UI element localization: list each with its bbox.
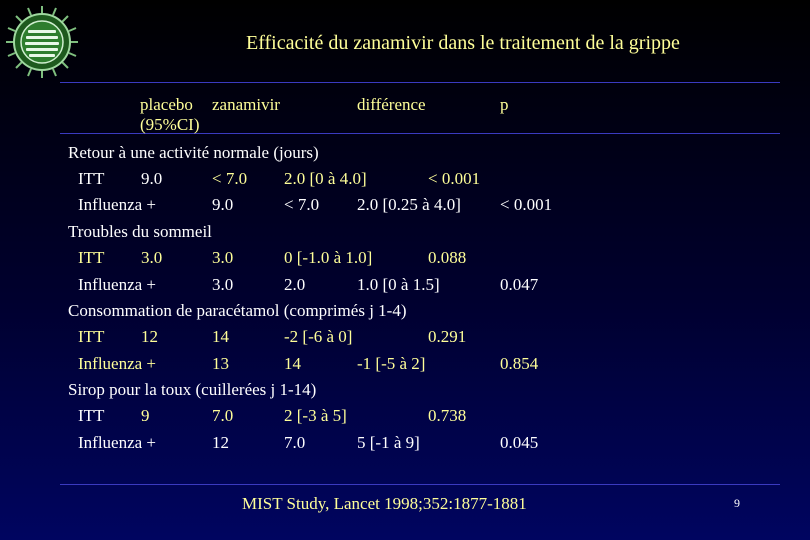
- row-group: Influenza +: [78, 275, 157, 294]
- header-placebo: placebo: [140, 95, 193, 114]
- row-placebo: 12: [212, 433, 229, 452]
- row-p: 0.088: [428, 248, 467, 267]
- header-zanamivir: zanamivir: [212, 95, 280, 114]
- header-p: p: [500, 95, 509, 114]
- row-group: Influenza +: [78, 433, 157, 452]
- row-difference: 5 [-1 à 9]: [357, 433, 420, 452]
- row-placebo: 3.0: [212, 275, 234, 294]
- row-p: 0.738: [428, 406, 467, 425]
- row-difference: 2.0 [0 à 4.0]: [284, 169, 367, 188]
- row-group: ITT: [78, 327, 105, 346]
- row-difference: 0 [-1.0 à 1.0]: [284, 248, 373, 267]
- slide-title: Efficacité du zanamivir dans le traitement de la grippe: [246, 32, 680, 54]
- virus-icon: [4, 4, 80, 80]
- row-zanamivir: 2.0: [284, 275, 306, 294]
- row-difference: 2.0 [0.25 à 4.0]: [357, 195, 461, 214]
- row-difference: 2 [-3 à 5]: [284, 406, 347, 425]
- row-zanamivir: < 7.0: [212, 169, 248, 188]
- row-placebo: 9: [141, 406, 150, 425]
- row-p: < 0.001: [500, 195, 553, 214]
- row-p: 0.854: [500, 354, 539, 373]
- section-label: Sirop pour la toux (cuillerées j 1-14): [68, 380, 317, 399]
- section-label: Consommation de paracétamol (comprimés j 1-4): [68, 301, 407, 320]
- section-label: Troubles du sommeil: [68, 222, 212, 241]
- page-number: 9: [734, 496, 740, 510]
- row-group: Influenza +: [78, 195, 157, 214]
- row-zanamivir: 14: [212, 327, 229, 346]
- citation: MIST Study, Lancet 1998;352:1877-1881: [242, 494, 527, 513]
- row-p: 0.045: [500, 433, 539, 452]
- section-label: Retour à une activité normale (jours): [68, 143, 319, 162]
- row-zanamivir: < 7.0: [284, 195, 320, 214]
- row-zanamivir: 7.0: [284, 433, 306, 452]
- row-placebo: 9.0: [141, 169, 163, 188]
- row-group: ITT: [78, 406, 105, 425]
- row-p: 0.291: [428, 327, 467, 346]
- row-group: ITT: [78, 248, 105, 267]
- row-zanamivir: 7.0: [212, 406, 234, 425]
- row-zanamivir: 14: [284, 354, 301, 373]
- row-p: 0.047: [500, 275, 539, 294]
- row-group: Influenza +: [78, 354, 157, 373]
- header-ci: (95%CI): [140, 115, 200, 134]
- header-difference: différence: [357, 95, 426, 114]
- row-zanamivir: 3.0: [212, 248, 234, 267]
- row-placebo: 3.0: [141, 248, 163, 267]
- row-group: ITT: [78, 169, 105, 188]
- row-placebo: 9.0: [212, 195, 234, 214]
- title-rule: [60, 82, 780, 83]
- row-placebo: 12: [141, 327, 158, 346]
- bottom-rule: [60, 484, 780, 485]
- row-p: < 0.001: [428, 169, 481, 188]
- row-difference: -2 [-6 à 0]: [284, 327, 353, 346]
- row-difference: -1 [-5 à 2]: [357, 354, 426, 373]
- row-placebo: 13: [212, 354, 229, 373]
- row-difference: 1.0 [0 à 1.5]: [357, 275, 440, 294]
